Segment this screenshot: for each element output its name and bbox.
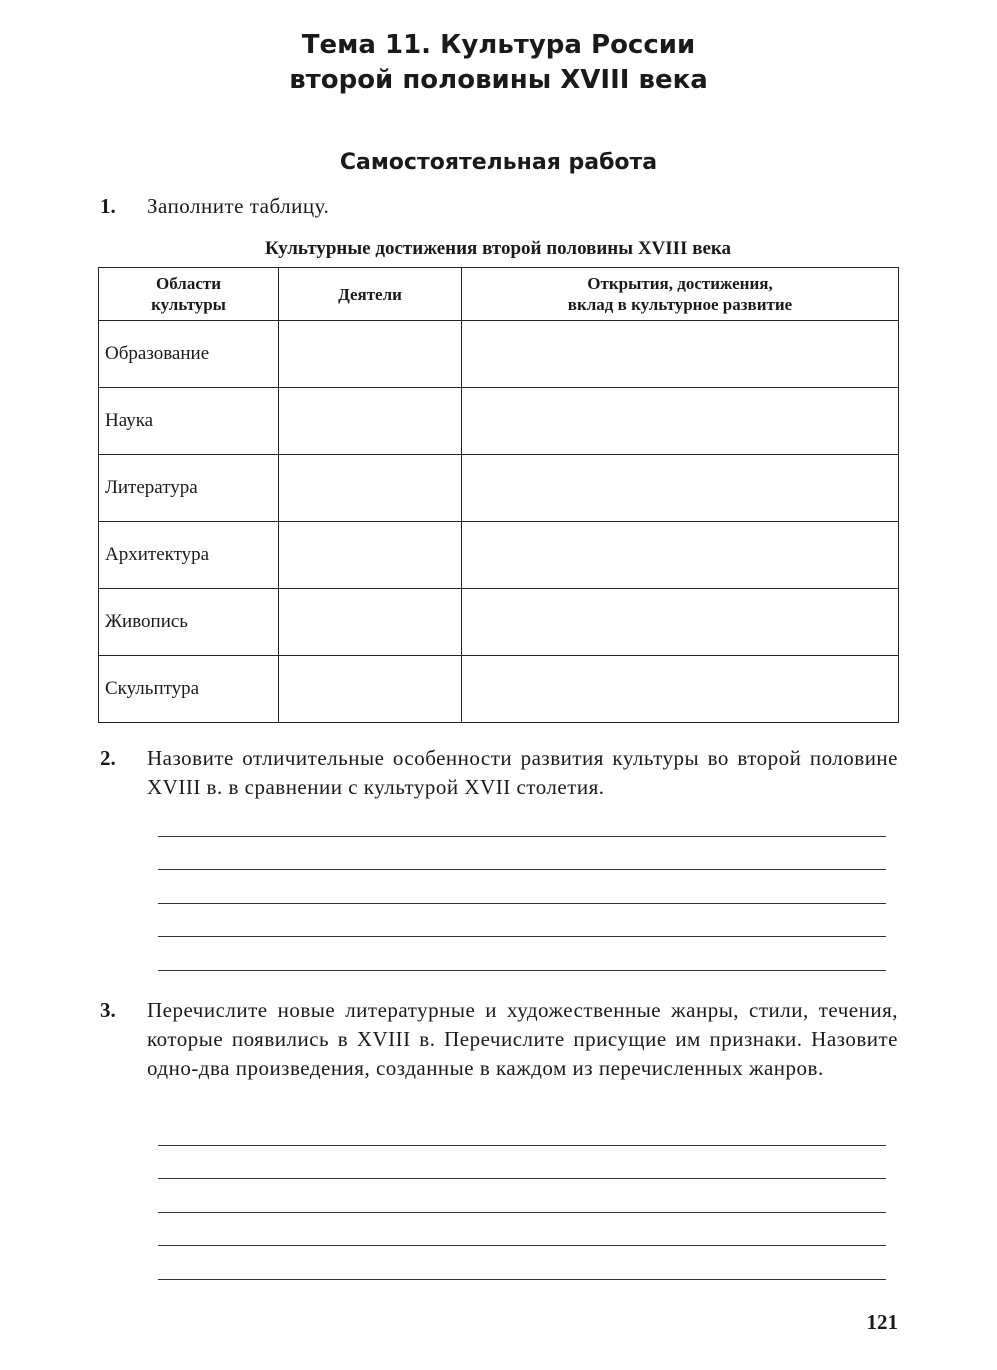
table-row: [99, 522, 899, 589]
column-header-line: Деятели: [338, 284, 402, 304]
page-number: 121: [866, 1310, 898, 1334]
table-header-row: [99, 268, 899, 321]
column-header-line: культуры: [151, 295, 226, 314]
task-text: Назовите отличительные особенности развития культуры во второй половине XVIII в. в сравнении с культурой XVII столетия.: [147, 746, 898, 799]
task-number: 1.: [100, 194, 116, 218]
answer-line[interactable]: [158, 1212, 886, 1213]
area-cell: Литература: [99, 455, 279, 522]
task-text: Перечислите новые литературные и художественные жанры, стили, течения, которые появились в XVIII в. Перечислите присущие им признаки. Назовите одно-два произведения, созданные в каждом из перечисленных жанров.: [147, 998, 898, 1080]
answer-line[interactable]: [158, 1145, 886, 1146]
task-3: [100, 996, 898, 1083]
figures-cell[interactable]: [279, 388, 462, 455]
task-1: [100, 192, 898, 221]
task-number: 2.: [100, 746, 116, 770]
table-row: [99, 388, 899, 455]
figures-cell[interactable]: [279, 656, 462, 723]
column-header-line: Области: [155, 274, 222, 293]
section-subtitle: Самостоятельная работа: [339, 150, 658, 175]
answer-line[interactable]: [158, 836, 886, 837]
answer-line[interactable]: [158, 936, 886, 937]
table-row: [99, 321, 899, 388]
achievements-cell[interactable]: [462, 321, 899, 388]
task-text: Заполните таблицу.: [147, 194, 330, 218]
table-caption: Культурные достижения второй половины XVIII века: [264, 238, 732, 259]
area-cell: Образование: [99, 321, 279, 388]
table-row: [99, 455, 899, 522]
column-header-line: Открытия, достижения,: [587, 274, 773, 293]
task-number: 3.: [100, 998, 116, 1022]
answer-line[interactable]: [158, 903, 886, 904]
column-header-areas: [99, 268, 279, 321]
achievements-cell[interactable]: [462, 388, 899, 455]
answer-line[interactable]: [158, 970, 886, 971]
culture-table: [98, 267, 899, 723]
achievements-cell[interactable]: [462, 656, 899, 723]
answer-line[interactable]: [158, 1178, 886, 1179]
figures-cell[interactable]: [279, 321, 462, 388]
title-line-1: Тема 11. Культура России: [301, 30, 696, 60]
area-cell: Скульптура: [99, 656, 279, 723]
page-title: [0, 28, 997, 98]
table-row: [99, 656, 899, 723]
area-cell: Наука: [99, 388, 279, 455]
answer-line[interactable]: [158, 1279, 886, 1280]
column-header-figures: [279, 268, 462, 321]
answer-line[interactable]: [158, 869, 886, 870]
figures-cell[interactable]: [279, 455, 462, 522]
area-cell: Архитектура: [99, 522, 279, 589]
column-header-line: вклад в культурное развитие: [567, 295, 793, 314]
achievements-cell[interactable]: [462, 522, 899, 589]
achievements-cell[interactable]: [462, 455, 899, 522]
answer-line[interactable]: [158, 1245, 886, 1246]
title-line-2: второй половины XVIII века: [289, 65, 708, 95]
figures-cell[interactable]: [279, 522, 462, 589]
column-header-achievements: [462, 268, 899, 321]
achievements-cell[interactable]: [462, 589, 899, 656]
table-row: [99, 589, 899, 656]
area-cell: Живопись: [99, 589, 279, 656]
figures-cell[interactable]: [279, 589, 462, 656]
task-2: [100, 744, 898, 802]
